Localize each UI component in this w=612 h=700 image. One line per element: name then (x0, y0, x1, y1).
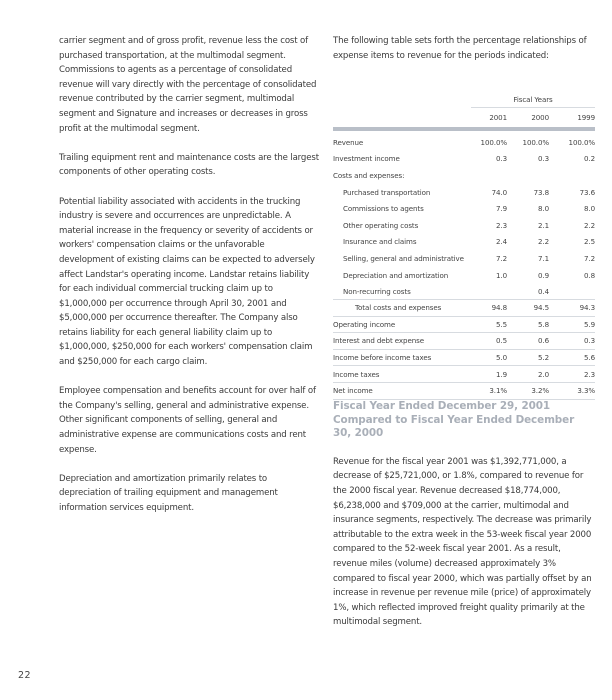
expense-percentage-table (333, 95, 595, 400)
table-intro: The following table sets forth the percentage relationships of expense items to revenue for the periods indicated: (333, 36, 587, 61)
paragraph-depreciation: Depreciation and amortization primarily relates to depreciation of trailing equipment and management information services equipment. (59, 473, 278, 513)
table-row: Commissions to agents 7.9 8.0 8.0 (343, 204, 595, 214)
table-row: Revenue 100.0% 100.0% 100.0% (333, 137, 595, 147)
year-2000-header: 2000 (531, 112, 549, 122)
table-row: Interest and debt expense 0.5 0.6 0.3 (333, 333, 595, 350)
fiscal-years-label: Fiscal Years (513, 95, 553, 104)
right-column-intro (333, 34, 595, 78)
right-column-analysis (333, 400, 595, 645)
header-rule (471, 107, 595, 108)
page-number: 22 (18, 670, 32, 681)
table-row: Selling, general and administrative 7.2 7.1 7.2 (343, 253, 595, 263)
table-row-net-income: Net income 3.1% 3.2% 3.3% (333, 383, 595, 400)
year-header-row (333, 109, 595, 125)
section-heading: Fiscal Year Ended December 29, 2001 Compared to Fiscal Year Ended December 30, 2000 (333, 400, 575, 440)
paragraph-liability: Potential liability associated with accidents in the trucking industry is severe and occurrences are unpredictable. A material increase in the frequency or severity of accidents or workers' compensation claims or the unfavorable development of existing claims can be expected to adversely affect Landstar's operating income. Landstar retains liability for each individual commercial trucking claim up to $1,000,000 per occurrence through April 30, 2001 and $5,000,000 per occurrence thereafter. The Company also retains liability for each general liability claim up to $1,000,000, $250,000 for each workers' compensation claim and $250,000 for each cargo claim. (59, 196, 315, 368)
table-row: Non-recurring costs 0.4 (333, 283, 595, 300)
table-row: Income taxes 1.9 2.0 2.3 (333, 366, 595, 383)
table-row: Income before income taxes 5.0 5.2 5.6 (333, 350, 595, 367)
table-row: Costs and expenses: (333, 170, 405, 180)
paragraph-revenue-analysis: Revenue for the fiscal year 2001 was $1,392,771,000, a decrease of $25,721,000, or 1.8%, compared to revenue for the 2000 fiscal year. Revenue decreased $18,774,000, $6,238,000 and $709,000 at the carrier, multimodal and insurance segments, respectively. The decrease was primarily attributable to the extra week in the 53-week fiscal year 2000 compared to the 52-week fiscal year 2001. As a result, revenue miles (volume) decreased approximately 3% compared to fiscal year 2000, which was partially offset by an increase in revenue per revenue mile (price) of approximately 1%, which reflected improved freight quality primarily at the multimodal segment. (333, 456, 592, 628)
table-row: Depreciation and amortization 1.0 0.9 0.8 (343, 270, 595, 280)
table-row: Other operating costs 2.3 2.1 2.2 (343, 220, 595, 230)
left-column (59, 34, 321, 530)
table-row: Insurance and claims 2.4 2.2 2.5 (343, 237, 595, 247)
table-row-total: Total costs and expenses 94.8 94.5 94.3 (333, 300, 595, 317)
year-2001-header: 2001 (489, 112, 507, 122)
table-group-header (333, 95, 595, 109)
paragraph-trailing-equipment: Trailing equipment rent and maintenance costs are the largest components of other operating costs. (59, 152, 319, 178)
year-1999-header: 1999 (577, 112, 595, 122)
table-row: Purchased transportation 74.0 73.8 73.6 (343, 187, 595, 197)
paragraph-commissions: carrier segment and of gross profit, revenue less the cost of purchased transportation, at the multimodal segment. Commissions to agents as a percentage of consolidated revenue will vary directly with the percentage of consolidated revenue contributed by the carrier segment, multimodal segment and Signature and increases or decreases in gross profit at the multimodal segment. (59, 36, 317, 134)
table-row: Operating income 5.5 5.8 5.9 (333, 317, 595, 334)
table-row: Investment income 0.3 0.3 0.2 (333, 154, 595, 164)
table-header-divider (333, 127, 595, 131)
paragraph-employee-compensation: Employee compensation and benefits account for over half of the Company's selling, general and administrative expense. Other significant components of selling, general and administrative expense are communications costs and rent expense. (59, 386, 316, 455)
